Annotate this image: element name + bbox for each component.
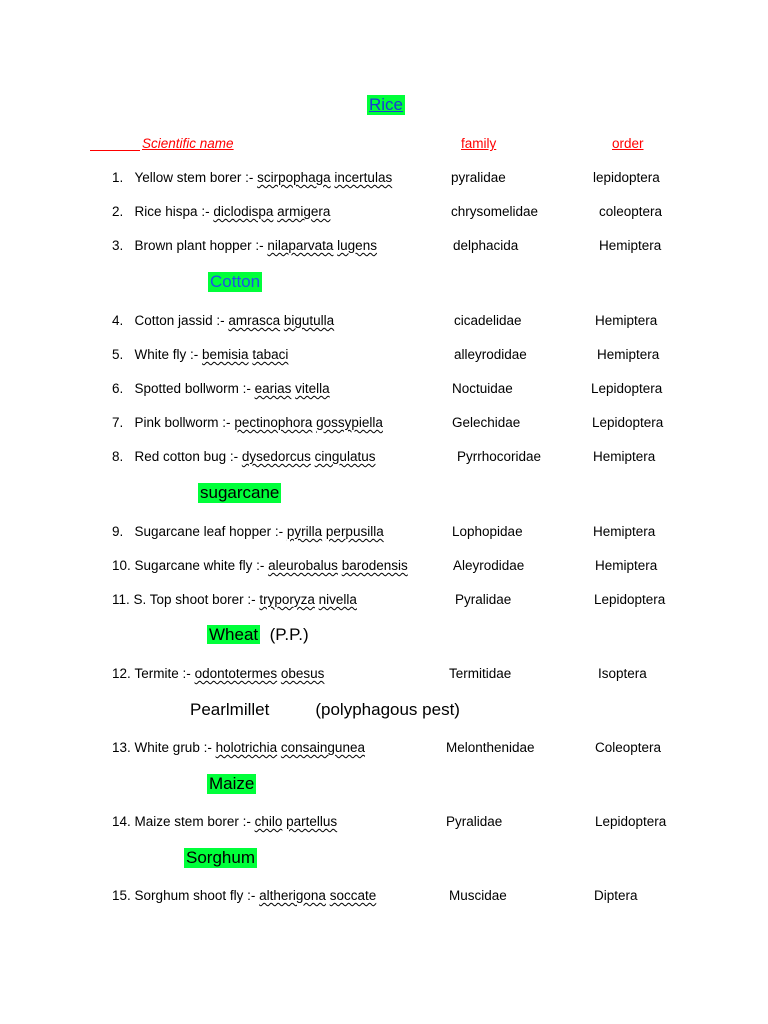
common-name: Sugarcane white fly :- xyxy=(134,558,269,573)
species-name: lugens xyxy=(337,238,377,253)
section-wheat xyxy=(207,625,309,645)
row-number: 8. xyxy=(112,449,124,464)
genus-name: holotrichia xyxy=(215,740,278,755)
genus-name: tryporyza xyxy=(259,592,315,607)
common-name: Maize stem borer :- xyxy=(134,814,255,829)
order-cell: Hemiptera xyxy=(593,524,656,539)
section-sugarcane: sugarcane xyxy=(200,483,280,502)
genus-name: scirpophaga xyxy=(257,170,331,185)
species-name: incertulas xyxy=(334,170,393,185)
section-maize: Maize xyxy=(209,774,255,793)
common-name: Spotted bollworm :- xyxy=(134,381,255,396)
section-wheat-label: Wheat xyxy=(209,625,259,644)
species-name: partellus xyxy=(286,814,338,829)
order-cell: lepidoptera xyxy=(593,170,660,185)
family-cell: chrysomelidae xyxy=(451,204,539,219)
order-cell: coleoptera xyxy=(599,204,663,219)
order-cell: Lepidoptera xyxy=(595,814,667,829)
family-cell: Pyralidae xyxy=(455,592,512,607)
species-name: vitella xyxy=(295,381,330,396)
common-name: White fly :- xyxy=(134,347,203,362)
species-name: gossypiella xyxy=(316,415,383,430)
common-name: White grub :- xyxy=(134,740,216,755)
table-row xyxy=(112,888,376,903)
row-number: 2. xyxy=(112,204,124,219)
table-row xyxy=(112,381,330,396)
common-name: S. Top shoot borer :- xyxy=(133,592,260,607)
table-row xyxy=(112,313,334,328)
species-name: barodensis xyxy=(341,558,408,573)
genus-name: odontotermes xyxy=(194,666,278,681)
common-name: Rice hispa :- xyxy=(134,204,214,219)
table-row xyxy=(112,347,288,362)
table-row xyxy=(112,666,324,681)
genus-name: amrasca xyxy=(228,313,281,328)
section-pearlmillet xyxy=(190,700,460,720)
table-row xyxy=(112,814,337,829)
section-pearlmillet-note: (polyphagous pest) xyxy=(315,700,460,719)
genus-name: nilaparvata xyxy=(267,238,334,253)
order-cell: Hemiptera xyxy=(597,347,660,362)
family-cell: Aleyrodidae xyxy=(453,558,525,573)
table-row xyxy=(112,592,357,607)
species-name: cingulatus xyxy=(314,449,376,464)
row-number: 15. xyxy=(112,888,131,903)
row-number: 10. xyxy=(112,558,131,573)
order-cell: Lepidoptera xyxy=(594,592,666,607)
family-cell: Pyralidae xyxy=(446,814,503,829)
row-number: 4. xyxy=(112,313,124,328)
common-name: Termite :- xyxy=(134,666,195,681)
table-row xyxy=(112,170,392,185)
row-number: 9. xyxy=(112,524,124,539)
table-row xyxy=(112,558,408,573)
species-name: obesus xyxy=(280,666,325,681)
section-cotton: Cotton xyxy=(210,272,261,291)
order-cell: Diptera xyxy=(594,888,638,903)
order-cell: Hemiptera xyxy=(595,558,658,573)
family-cell: Gelechidae xyxy=(452,415,521,430)
common-name: Sugarcane leaf hopper :- xyxy=(134,524,287,539)
row-number: 7. xyxy=(112,415,124,430)
family-cell: Melonthenidae xyxy=(446,740,535,755)
family-cell: Pyrrhocoridae xyxy=(457,449,542,464)
species-name: tabaci xyxy=(252,347,289,362)
table-row xyxy=(112,740,365,755)
table-row xyxy=(112,449,375,464)
species-name: soccate xyxy=(329,888,377,903)
genus-name: aleurobalus xyxy=(268,558,338,573)
order-cell: Hemiptera xyxy=(593,449,656,464)
order-cell: Lepidoptera xyxy=(592,415,664,430)
table-row xyxy=(112,238,377,253)
row-number: 14. xyxy=(112,814,131,829)
genus-name: altherigona xyxy=(259,888,326,903)
row-number: 13. xyxy=(112,740,131,755)
family-cell: cicadelidae xyxy=(454,313,522,328)
row-number: 12. xyxy=(112,666,131,681)
header-scientific-name: Scientific name xyxy=(90,136,234,151)
row-number: 5. xyxy=(112,347,124,362)
family-cell: Lophopidae xyxy=(452,524,523,539)
genus-name: pyrilla xyxy=(286,524,323,539)
row-number: 6. xyxy=(112,381,124,396)
table-row xyxy=(112,204,330,219)
family-cell: Termitidae xyxy=(449,666,512,681)
common-name: Brown plant hopper :- xyxy=(134,238,268,253)
page-title: Rice xyxy=(369,95,404,114)
genus-name: pectinophora xyxy=(234,415,313,430)
table-row xyxy=(112,524,384,539)
header-order: order xyxy=(612,136,644,151)
order-cell: Isoptera xyxy=(598,666,647,681)
order-cell: Coleoptera xyxy=(595,740,662,755)
family-cell: delphacida xyxy=(453,238,519,253)
table-row xyxy=(112,415,383,430)
section-sorghum: Sorghum xyxy=(186,848,255,867)
family-cell: Noctuidae xyxy=(452,381,513,396)
common-name: Sorghum shoot fly :- xyxy=(134,888,260,903)
species-name: armigera xyxy=(277,204,331,219)
section-pearlmillet-label: Pearlmillet xyxy=(190,700,270,719)
common-name: Cotton jassid :- xyxy=(134,313,229,328)
section-wheat-note: (P.P.) xyxy=(269,625,309,644)
common-name: Red cotton bug :- xyxy=(134,449,242,464)
genus-name: diclodispa xyxy=(213,204,274,219)
family-cell: pyralidae xyxy=(451,170,506,185)
header-family: family xyxy=(461,136,497,151)
species-name: bigutulla xyxy=(283,313,335,328)
species-name: consaingunea xyxy=(280,740,365,755)
genus-name: earias xyxy=(254,381,292,396)
species-name: perpusilla xyxy=(325,524,384,539)
family-cell: Muscidae xyxy=(449,888,507,903)
row-number: 1. xyxy=(112,170,124,185)
row-number: 11. xyxy=(112,592,130,607)
genus-name: bemisia xyxy=(202,347,249,362)
species-name: nivella xyxy=(318,592,357,607)
genus-name: dysedorcus xyxy=(241,449,311,464)
common-name: Pink bollworm :- xyxy=(134,415,235,430)
genus-name: chilo xyxy=(254,814,283,829)
common-name: Yellow stem borer :- xyxy=(134,170,258,185)
family-cell: alleyrodidae xyxy=(454,347,527,362)
order-cell: Lepidoptera xyxy=(591,381,663,396)
row-number: 3. xyxy=(112,238,124,253)
order-cell: Hemiptera xyxy=(599,238,662,253)
order-cell: Hemiptera xyxy=(595,313,658,328)
